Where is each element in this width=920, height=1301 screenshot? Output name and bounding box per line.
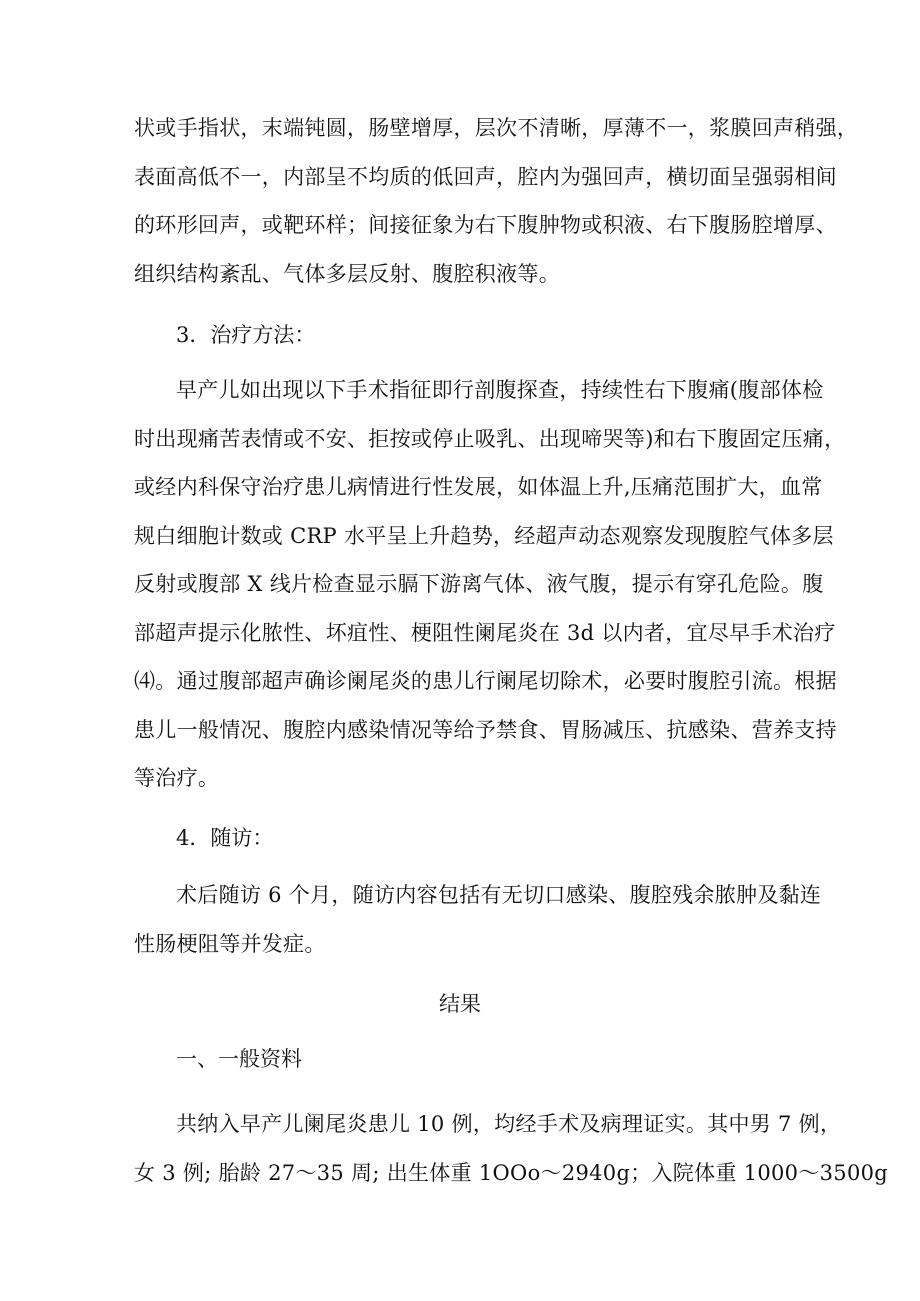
- text-line: 患儿一般情况、腹腔内感染情况等给予禁食、胃肠减压、抗感染、营养支持: [134, 717, 837, 742]
- paragraph-general-data: [134, 1100, 889, 1197]
- section-title-results: 结果: [439, 992, 481, 1016]
- heading-follow-up: 4．随访：: [176, 826, 274, 850]
- text-line: 时出现痛苦表情或不安、拒按或停止吸乳、出现啼哭等)和右下腹固定压痛，: [134, 426, 846, 451]
- text-line: 性肠梗阻等并发症。: [134, 931, 326, 956]
- text-line: 等治疗。: [134, 766, 220, 790]
- text-line: 女 3 例; 胎龄 27～35 周; 出生体重 1OOo～2940g；入院体重 1000～3500g: [134, 1160, 889, 1185]
- text-line: 规白细胞计数或 CRP 水平呈上升趋势，经超声动态观察发现腹腔气体多层: [134, 523, 834, 548]
- text-line: 共纳入早产儿阑尾炎患儿 10 例，均经手术及病理证实。其中男 7 例，: [176, 1112, 842, 1136]
- subheading-general-data: 一、一般资料: [176, 1047, 302, 1071]
- paragraph-ultrasound-signs: [134, 104, 859, 298]
- text-line: 状或手指状，末端钝圆，肠壁增厚，层次不清晰，厚薄不一，浆膜回声稍强，: [134, 116, 859, 140]
- text-line: 早产儿如出现以下手术指征即行剖腹探查，持续性右下腹痛(腹部体检: [176, 378, 824, 402]
- paragraph-treatment: [134, 366, 846, 803]
- text-line: 组织结构紊乱、气体多层反射、腹腔积液等。: [134, 261, 560, 286]
- text-line: 的环形回声，或靶环样；间接征象为右下腹肿物或积液、右下腹肠腔增厚、: [134, 213, 837, 237]
- text-line: 术后随访 6 个月，随访内容包括有无切口感染、腹腔残余脓肿及黏连: [176, 883, 822, 907]
- text-line: 部超声提示化脓性、坏疽性、梗阻性阑尾炎在 3d 以内者，宜尽早手术治疗: [134, 620, 836, 645]
- text-line: 或经内科保守治疗患儿病情进行性发展，如体温上升,压痛范围扩大，血常: [134, 475, 823, 499]
- paragraph-follow-up: [134, 871, 822, 968]
- heading-treatment-methods: 3．治疗方法：: [176, 323, 316, 347]
- text-line: 表面高低不一，内部呈不均质的低回声，腔内为强回声，横切面呈强弱相间: [134, 164, 837, 189]
- text-line: ⑷。通过腹部超声确诊阑尾炎的患儿行阑尾切除术，必要时腹腔引流。根据: [134, 669, 837, 693]
- text-line: 反射或腹部 X 线片检查显示膈下游离气体、液气腹，提示有穿孔危险。腹: [134, 572, 824, 596]
